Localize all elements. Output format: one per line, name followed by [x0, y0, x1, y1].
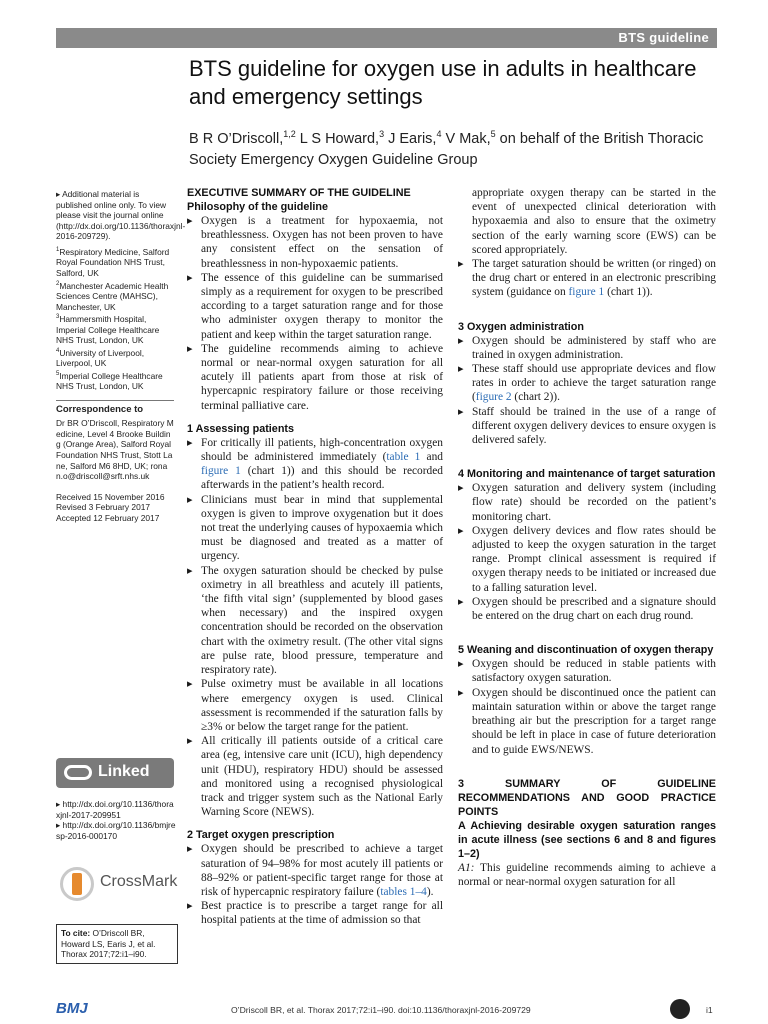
supplement-note: ▸ Additional material is published online only. To view please visit the journal online (http://dx.doi.org/10.1136/thoraxjnl-2016-209729).: [56, 189, 186, 242]
list-item: ▸ Oxygen delivery devices and flow rates should be adjusted to keep the oxygen saturation in the target range. Prompt clinical assessment is required if oxygen therapy needs to be initiated or increased due to a falling saturation level.: [458, 524, 716, 595]
list-item: ▸ Oxygen should be prescribed and a signature should be entered on the drug chart on each drug round.: [458, 595, 716, 623]
linked-articles: [56, 799, 176, 841]
linked-link-1[interactable]: ▸ http://dx.doi.org/10.1136/thoraxjnl-2017-209951: [56, 799, 174, 820]
list-item: ▸ Oxygen should be discontinued once the patient can maintain saturation within or above the target range breathing air but the prescription for a target range should be left in place in case of future deterioration and to guide EWS/NEWS.: [458, 686, 716, 757]
linked-label: Linked: [98, 763, 150, 780]
weaning-list: [458, 657, 716, 756]
a1-label: A1:: [458, 861, 475, 874]
summary-heading: 3 SUMMARY OF GUIDELINE RECOMMENDATIONS AND GOOD PRACTICE POINTS: [458, 777, 716, 818]
executive-summary-heading: EXECUTIVE SUMMARY OF THE GUIDELINE: [187, 187, 411, 199]
article-authors: B R O’Driscoll,$^{1,2}$ L S Howard,$^3$ J Earis,$^4$ V Mak,$^5$ on behalf of the British Thoracic Society Emergency Oxygen Guideline Group: [189, 129, 704, 168]
thorax-seal-icon: [670, 999, 690, 1019]
linked-badge[interactable]: [56, 758, 174, 788]
affiliations: [56, 245, 174, 392]
figure-1-link[interactable]: figure 1: [568, 286, 605, 299]
footer-citation: O’Driscoll BR, et al. Thorax 2017;72:i1–i90. doi:10.1136/thoraxjnl-2016-209729: [231, 1005, 531, 1015]
a1-paragraph: A1: This guideline recommends aiming to achieve a normal or near-normal oxygen saturation for all: [458, 861, 716, 888]
continued-text: appropriate oxygen therapy can be started in the event of unexpected clinical deterioration with hypoxaemia and also to ensure that the oximetry section of the early warning score (EWS) can be scored appropriately.: [472, 187, 716, 256]
administration-list: [458, 334, 716, 448]
revised-date: Revised 3 February 2017: [56, 502, 151, 513]
figure-1-link[interactable]: figure 1: [201, 465, 241, 478]
figure-2-link[interactable]: figure 2: [475, 391, 512, 404]
list-item: ▸ Staff should be trained in the use of a range of different oxygen delivery devices to ensure oxygen is delivered safely.: [458, 405, 716, 448]
link-icon: [64, 765, 92, 780]
accepted-date: Accepted 12 February 2017: [56, 513, 160, 524]
list-item: ▸ The guideline recommends aiming to achieve normal or near-normal oxygen saturation for all acutely ill patients apart from those at risk of hypercapnic respiratory failure or those receiving terminal palliative care.: [187, 342, 443, 413]
philosophy-list: [187, 214, 443, 413]
tables-1-4-link[interactable]: tables 1–4: [380, 885, 427, 898]
target-list: [187, 842, 443, 927]
correspondence-text: Dr BR O’Driscoll, Respiratory Medicine, Level 4 Brooke Building (Orange Area), Salford Royal Foundation NHS Trust, Stott Lane, Salford M6 8HD, UK; ronan.o@driscoll@srft.nhs.uk: [56, 418, 174, 482]
list-item: ▸ Clinicians must bear in mind that supplemental oxygen is given to improve oxygenation but it does not treat the underlying causes of hypoxaemia which must be diagnosed and treated as a matter of urgency.: [187, 493, 443, 564]
list-item: ▸ The target saturation should be written (or ringed) on the drug chart or entered in an electronic prescribing system (guidance on figure 1 (chart 1)).: [458, 257, 716, 300]
list-item: ▸ Oxygen should be prescribed to achieve a target saturation of 94–98% for most acutely ill patients or 88–92% or patient-specific target range for those at risk of hypercapnic respiratory failure (tables 1–4).: [187, 842, 443, 899]
crossmark-label: CrossMark: [100, 873, 178, 890]
philosophy-heading: Philosophy of the guideline: [187, 201, 328, 213]
monitoring-heading: 4 Monitoring and maintenance of target saturation: [458, 468, 716, 481]
journal-header-bar: [56, 28, 717, 48]
correspondence-heading: Correspondence to: [56, 400, 174, 416]
summary-subheading: A Achieving desirable oxygen saturation ranges in acute illness (see sections 6 and 8 and figures 1–2): [458, 819, 716, 860]
target-prescription-heading: 2 Target oxygen prescription: [187, 829, 335, 842]
list-item: ▸ Oxygen saturation and delivery system (including flow rate) should be recorded on the patient’s monitoring chart.: [458, 481, 716, 524]
citation-box: [56, 924, 178, 964]
assessing-list: [187, 436, 443, 819]
list-item: ▸ Pulse oximetry must be available in all locations where emergency oxygen is used. Clinical assessment is recommended if the saturation falls by ≥3% or below the target range for the patient.: [187, 677, 443, 734]
crossmark-badge[interactable]: [56, 863, 176, 907]
table-1-link[interactable]: table 1: [386, 451, 421, 464]
list-item: ▸ For critically ill patients, high-concentration oxygen should be administered immediately (table 1 and figure 1 (chart 1)) and this should be recorded afterwards in the patient’s health record.: [187, 436, 443, 493]
list-item: ▸ The essence of this guideline can be summarised simply as a requirement for oxygen to be prescribed according to a target saturation range and for those who administer oxygen therapy to monitor the patient and keep within the target saturation range.: [187, 271, 443, 342]
affiliation-item: $^4$University of Liverpool, Liverpool, UK: [56, 347, 145, 369]
list-item: ▸ Best practice is to prescribe a target range for all hospital patients at the time of admission so that: [187, 899, 443, 927]
sidebar: [56, 189, 186, 524]
affiliation-item: $^2$Manchester Academic Health Sciences Centre (MAHSC), Manchester, UK: [56, 280, 169, 312]
journal-tag: BTS guideline: [618, 30, 709, 45]
cite-label: To cite:: [61, 928, 91, 938]
assessing-patients-heading: 1 Assessing patients: [187, 422, 295, 435]
bmj-logo: BMJ: [56, 1000, 88, 1017]
list-item: ▸ Oxygen should be administered by staff who are trained in oxygen administration.: [458, 334, 716, 362]
list-item: ▸ Oxygen is a treatment for hypoxaemia, not breathlessness. Oxygen has not been proven to have any consistent effect on the sensation of breathlessness in non-hypoxaemic patients.: [187, 214, 443, 271]
monitoring-list: [458, 481, 716, 623]
article-title: BTS guideline for oxygen use in adults in healthcare and emergency settings: [189, 56, 697, 109]
text-column-right: [458, 186, 716, 889]
affiliation-item: $^5$Imperial College Healthcare NHS Trust, London, UK: [56, 370, 163, 392]
list-item: ▸ All critically ill patients outside of a critical care area (eg, intensive care unit (ICU), high dependency unit (HDU), respiratory HDU) should be assessed and monitored using a recognised physiological track and trigger system such as the National Early Warning Score (NEWS).: [187, 734, 443, 819]
received-date: Received 15 November 2016: [56, 491, 165, 502]
cite-text: O’Driscoll BR, Howard LS, Earis J, et al. Thorax 2017;72:i1–i90.: [61, 928, 156, 960]
list-item: ▸ Oxygen should be reduced in stable patients with satisfactory oxygen saturation.: [458, 657, 716, 685]
linked-link-2[interactable]: ▸ http://dx.doi.org/10.1136/bmjresp-2016-000170: [56, 820, 176, 841]
page-number: i1: [706, 1005, 713, 1015]
list-item: ▸ These staff should use appropriate devices and flow rates in order to achieve the target saturation range (figure 2 (chart 2)).: [458, 362, 716, 405]
oxygen-administration-heading: 3 Oxygen administration: [458, 320, 584, 333]
affiliation-item: $^3$Hammersmith Hospital, Imperial College Healthcare NHS Trust, London, UK: [56, 313, 160, 346]
affiliation-item: $^1$Respiratory Medicine, Salford Royal Foundation NHS Trust, Salford, UK: [56, 246, 170, 278]
text-column-left: [187, 186, 443, 928]
list-item: ▸ The oxygen saturation should be checked by pulse oximetry in all breathless and acutely ill patients, ‘the fifth vital sign’ (supplemented by blood gases when necessary) and the inspired oxygen concentration should be recorded on the observation chart with the oximetry result. (The other vital signs are pulse rate, blood pressure, temperature and respiratory rate).: [187, 564, 443, 678]
crossmark-bookmark-icon: [72, 873, 82, 895]
page-footer: [56, 1000, 717, 1019]
weaning-heading: 5 Weaning and discontinuation of oxygen therapy: [458, 644, 714, 657]
